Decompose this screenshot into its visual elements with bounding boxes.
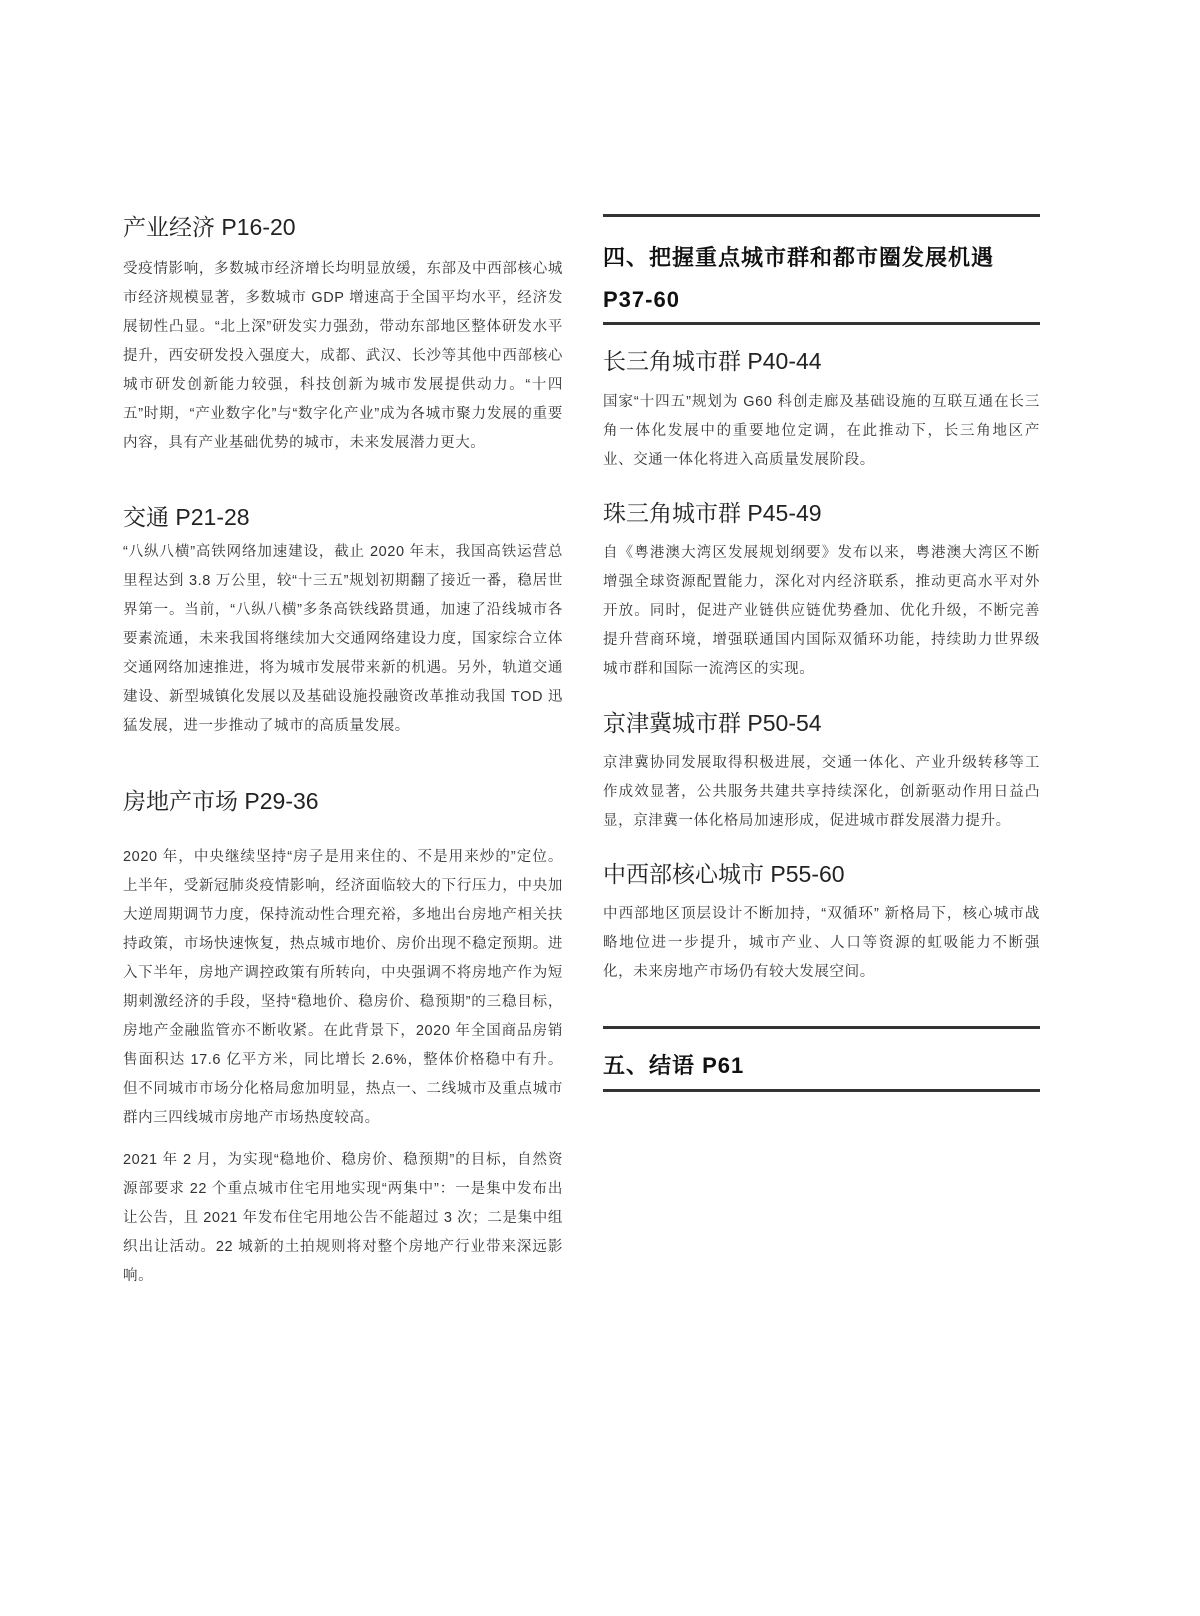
industry-economy-text: 受疫情影响，多数城市经济增长均明显放缓，东部及中西部核心城市经济规模显著，多数城市 GDP 增速高于全国平均水平，经济发展韧性凸显。“北上深”研发实力强劲，带动东部地区整体研发水平提升，西安研发投入强度大，成都、武汉、长沙等其他中西部核心城市研发创新能力较强，科技创新为城市发展提供动力。“十四五”时期，“产业数字化”与“数字化产业”成为各城市聚力发展的重要内容，具有产业基础优势的城市，未来发展潜力更大。: [123, 261, 563, 451]
section-title-transport: 交通 P21-28: [123, 504, 250, 530]
chapter4-title: 四、把握重点城市群和都市圈发展机遇: [603, 245, 995, 270]
pearl-delta-text: 自《粤港澳大湾区发展规划纲要》发布以来，粤港澳大湾区不断增强全球资源配置能力，深化对内经济联系，推动更高水平对外开放。同时，促进产业链供应链优势叠加、优化升级，不断完善提升营商环境，增强联通国内国际双循环功能，持续助力世界级城市群和国际一流湾区的实现。: [603, 545, 1040, 677]
central-west-text: 中西部地区顶层设计不断加持，“双循环” 新格局下，核心城市战略地位进一步提升，城市产业、人口等资源的虹吸能力不断强化，未来房地产市场仍有较大发展空间。: [603, 906, 1040, 980]
divider: [603, 214, 1040, 217]
divider: [603, 1089, 1040, 1092]
section-title-industry-economy: 产业经济 P16-20: [123, 214, 296, 240]
section-title-central-west: 中西部核心城市 P55-60: [603, 861, 845, 887]
section-title-real-estate: 房地产市场 P29-36: [123, 788, 319, 814]
divider: [603, 322, 1040, 325]
jingjinji-text: 京津冀协同发展取得积极进展，交通一体化、产业升级转移等工作成效显著，公共服务共建共享持续深化，创新驱动作用日益凸显，京津冀一体化格局加速形成，促进城市群发展潜力提升。: [603, 755, 1040, 829]
chapter5-title: 五、结语 P61: [603, 1053, 745, 1078]
section-title-jingjinji: 京津冀城市群 P50-54: [603, 710, 822, 736]
chapter4-pages: P37-60: [603, 287, 680, 312]
transport-text: “八纵八横”高铁网络加速建设，截止 2020 年末，我国高铁运营总里程达到 3.8 万公里，较“十三五”规划初期翻了接近一番，稳居世界第一。当前，“八纵八横”多条高铁线路贯通，加速了沿线城市各要素流通，未来我国将继续加大交通网络建设力度，国家综合立体交通网络加速推进，将为城市发展带来新的机遇。另外，轨道交通建设、新型城镇化发展以及基础设施投融资改革推动我国 TOD 迅猛发展，进一步推动了城市的高质量发展。: [123, 544, 563, 734]
section-title-pearl-delta: 珠三角城市群 P45-49: [603, 500, 822, 526]
real-estate-text-1: 2020 年，中央继续坚持“房子是用来住的、不是用来炒的”定位。上半年，受新冠肺炎疫情影响，经济面临较大的下行压力，中央加大逆周期调节力度，保持流动性合理充裕，多地出台房地产相关扶持政策，市场快速恢复，热点城市地价、房价出现不稳定预期。进入下半年，房地产调控政策有所转向，中央强调不将房地产作为短期刺激经济的手段，坚持“稳地价、稳房价、稳预期”的三稳目标，房地产金融监管亦不断收紧。在此背景下，2020 年全国商品房销售面积达 17.6 亿平方米，同比增长 2.6%，整体价格稳中有升。但不同城市市场分化格局愈加明显，热点一、二线城市及重点城市群内三四线城市房地产市场热度较高。: [123, 849, 563, 1126]
section-title-yangtze-delta: 长三角城市群 P40-44: [603, 348, 822, 374]
yangtze-delta-text: 国家“十四五”规划为 G60 科创走廊及基础设施的互联互通在长三角一体化发展中的重要地位定调，在此推动下，长三角地区产业、交通一体化将进入高质量发展阶段。: [603, 394, 1040, 468]
real-estate-text-2: 2021 年 2 月，为实现“稳地价、稳房价、稳预期”的目标，自然资源部要求 22 个重点城市住宅用地实现“两集中”：一是集中发布出让公告，且 2021 年发布住宅用地公告不能超过 3 次；二是集中组织出让活动。22 城新的土拍规则将对整个房地产行业带来深远影响。: [123, 1152, 563, 1284]
divider: [603, 1026, 1040, 1029]
